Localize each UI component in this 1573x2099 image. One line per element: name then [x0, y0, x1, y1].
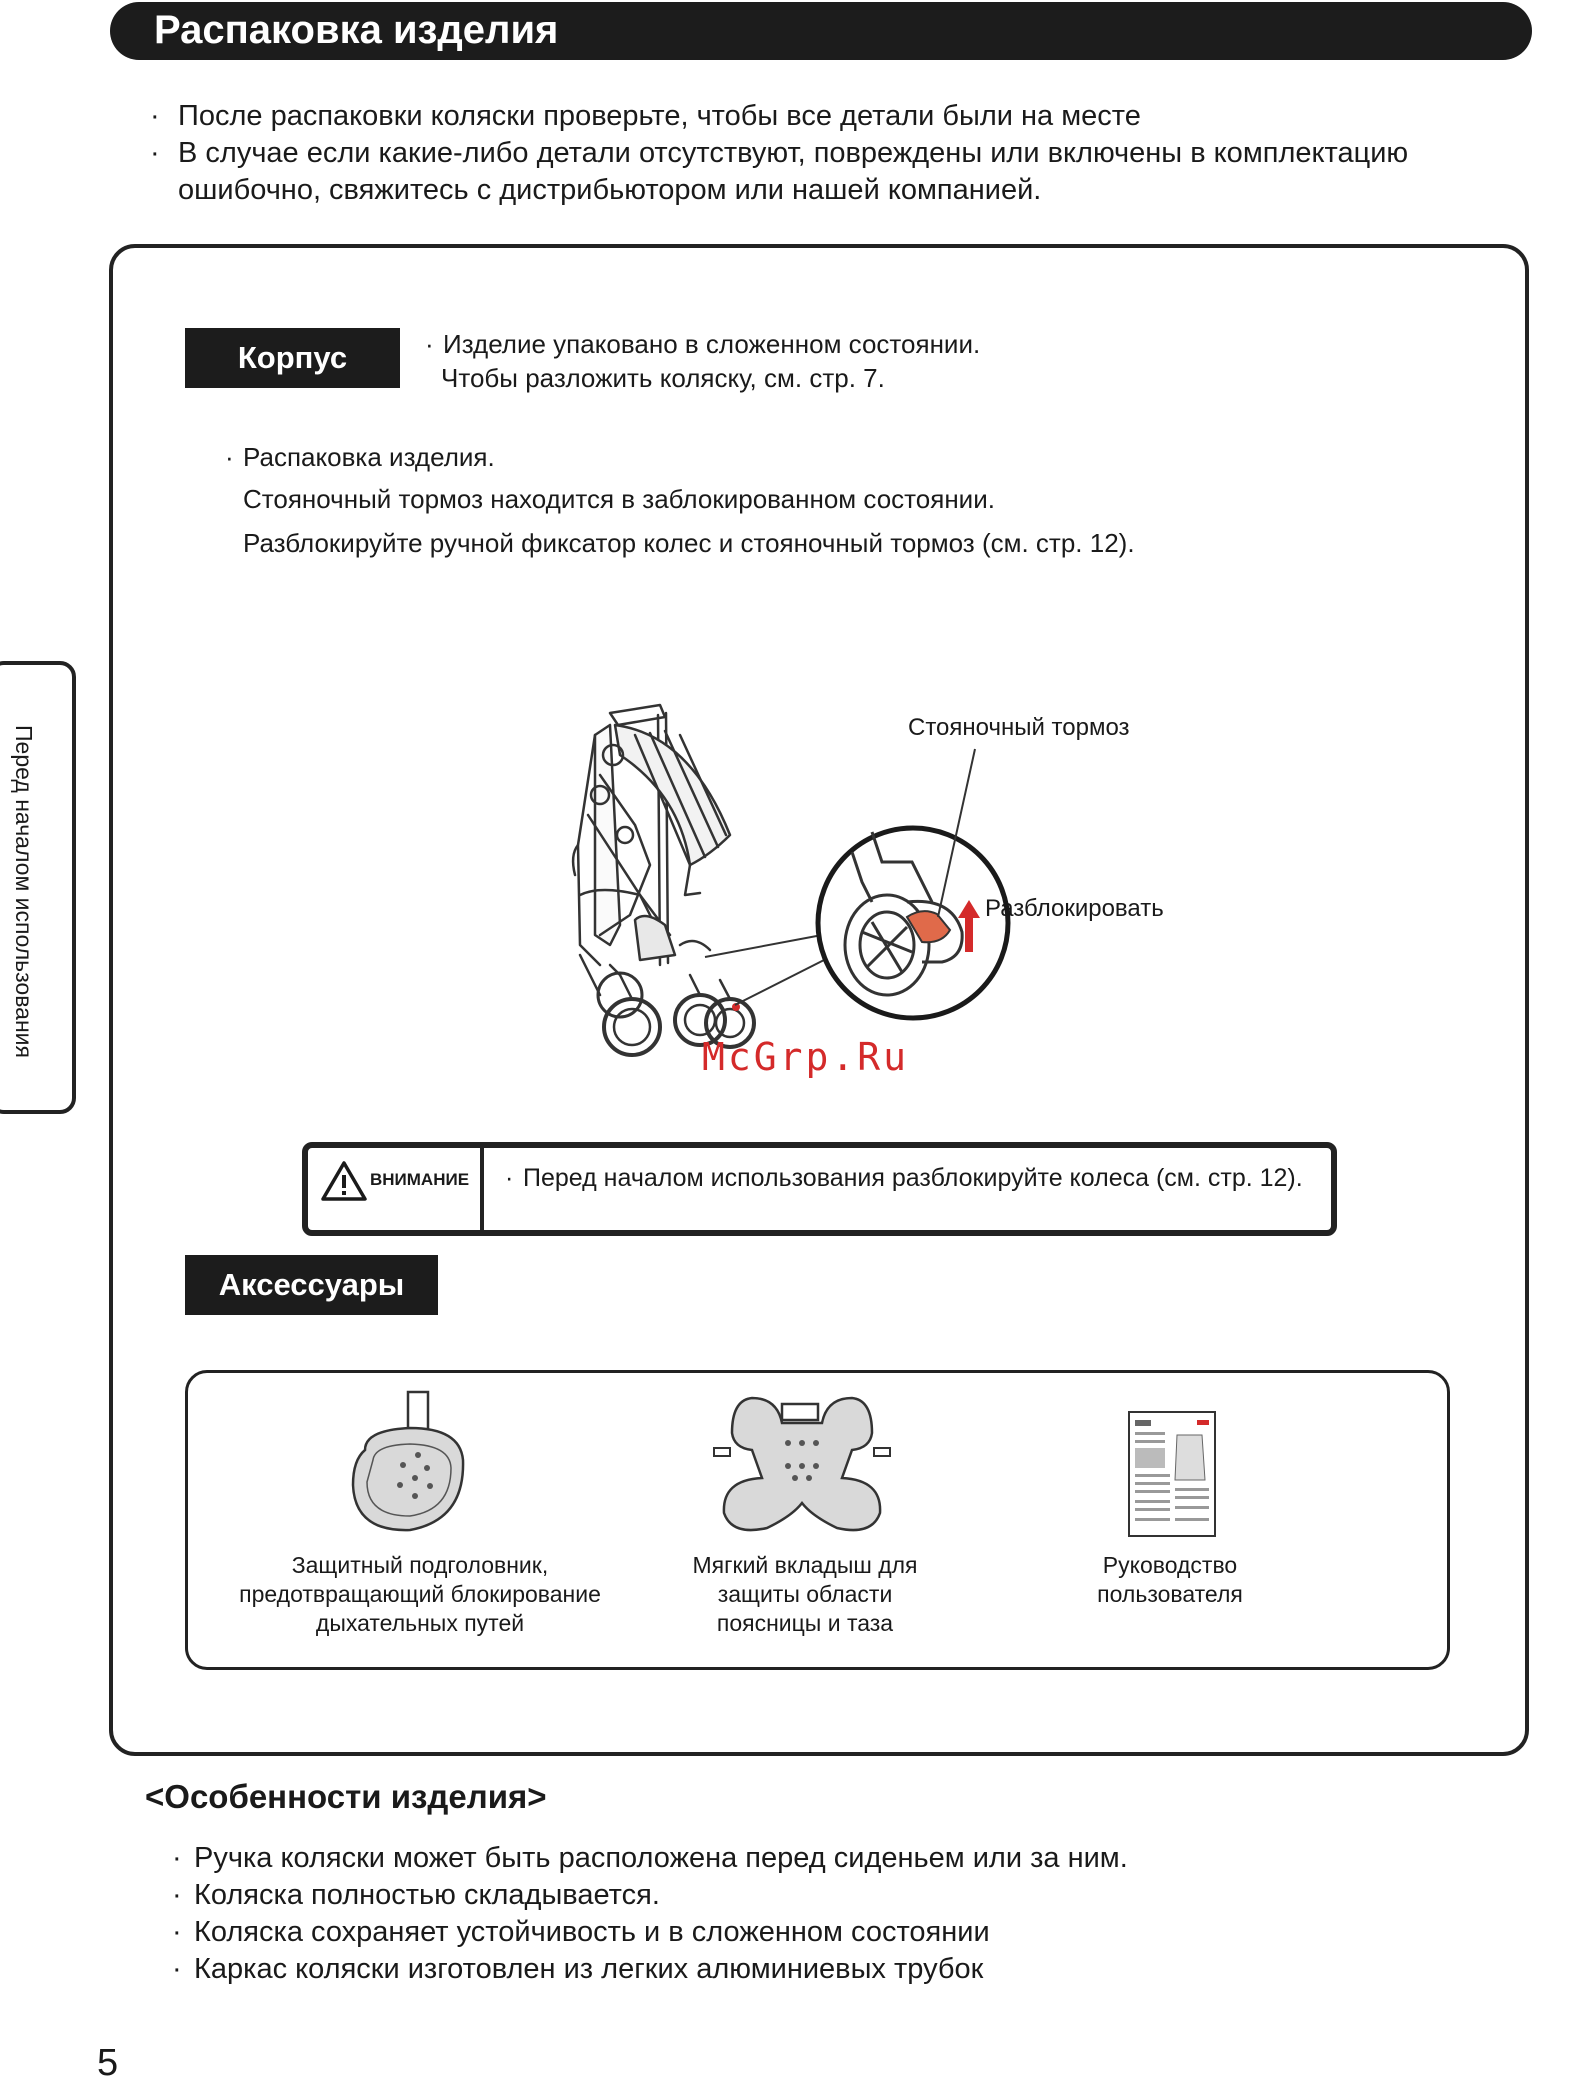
- manual-caption: [1050, 1551, 1290, 1609]
- page-number: 5: [97, 2042, 119, 2084]
- body-note-line2: Чтобы разложить коляску, см. стр. 7.: [441, 363, 885, 393]
- page-title: Распаковка изделия: [154, 8, 559, 52]
- intro-bullet-1: · После распаковки коляски проверьте, чтобы все детали были на месте: [150, 100, 1141, 132]
- headrest-caption-line3: дыхательных путей: [315, 1610, 525, 1636]
- features-title: <Особенности изделия>: [145, 1778, 547, 1815]
- side-tab-label: Перед началом использования: [11, 725, 38, 1058]
- side-tab: [0, 661, 76, 1114]
- body-note-text1: Изделие упаковано в сложенном состоянии.: [443, 329, 981, 359]
- body-note-line1: · Изделие упаковано в сложенном состоянии.: [425, 329, 981, 359]
- unpack-text1: Распаковка изделия.: [243, 442, 495, 472]
- unlock-label: Разблокировать: [985, 895, 1164, 922]
- cushion-caption-line3: поясницы и таза: [716, 1610, 894, 1636]
- unpack-line3: Разблокируйте ручной фиксатор колес и стояночный тормоз (см. стр. 12).: [243, 528, 1135, 558]
- warning-divider: [480, 1142, 484, 1236]
- warning-line: · Перед началом использования разблокируйте колеса (см. стр. 12).: [505, 1164, 1303, 1192]
- intro-bullet-2: · В случае если какие-либо детали отсутствуют, повреждены или включены в комплектацию: [150, 137, 1409, 169]
- brake-label: Стояночный тормоз: [908, 714, 1130, 741]
- warning-badge: ВНИМАНИЕ: [370, 1170, 470, 1189]
- feature-text-1: Ручка коляски может быть расположена перед сиденьем или за ним.: [194, 1842, 1128, 1874]
- headrest-illustration: [345, 1390, 475, 1540]
- intro-text-2: В случае если какие-либо детали отсутствуют, повреждены или включены в комплектацию: [178, 137, 1409, 169]
- feature-item-3: · Коляска сохраняет устойчивость и в сложенном состоянии: [172, 1916, 990, 1948]
- cushion-caption: [640, 1551, 970, 1638]
- warning-text: Перед началом использования разблокируйте колеса (см. стр. 12).: [523, 1164, 1303, 1192]
- headrest-caption: [215, 1551, 625, 1638]
- cushion-caption-line1: Мягкий вкладыш для: [692, 1552, 918, 1578]
- feature-text-2: Коляска полностью складывается.: [194, 1879, 660, 1911]
- watermark-text: McGrp.Ru: [702, 1035, 910, 1079]
- cushion-insert-illustration: [712, 1388, 892, 1538]
- headrest-caption-line1: Защитный подголовник,: [291, 1552, 549, 1578]
- feature-item-1: · Ручка коляски может быть расположена перед сиденьем или за ним.: [172, 1842, 1128, 1874]
- manual-caption-line2: пользователя: [1097, 1581, 1243, 1607]
- headrest-caption-line2: предотвращающий блокирование: [239, 1581, 601, 1607]
- feature-item-2: · Коляска полностью складывается.: [172, 1879, 660, 1911]
- section-label-body: Корпус: [185, 328, 400, 388]
- intro-text-1: После распаковки коляски проверьте, чтобы все детали были на месте: [178, 100, 1141, 132]
- unpack-line2: Стояночный тормоз находится в заблокированном состоянии.: [243, 484, 995, 514]
- manual-caption-line1: Руководство: [1102, 1552, 1238, 1578]
- section-label-accessories: Аксессуары: [185, 1255, 438, 1315]
- intro-text-3: ошибочно, свяжитесь с дистрибьютором или нашей компанией.: [178, 174, 1042, 206]
- user-manual-illustration: [1127, 1410, 1217, 1538]
- cushion-caption-line2: защиты области: [717, 1581, 893, 1607]
- brake-leader-line: [930, 745, 990, 925]
- warning-triangle-icon: [320, 1160, 368, 1202]
- unpack-line1: · Распаковка изделия.: [225, 442, 495, 472]
- feature-text-4: Каркас коляски изготовлен из легких алюминиевых трубок: [194, 1953, 984, 1985]
- feature-text-3: Коляска сохраняет устойчивость и в сложенном состоянии: [194, 1916, 990, 1948]
- feature-item-4: · Каркас коляски изготовлен из легких алюминиевых трубок: [172, 1953, 984, 1985]
